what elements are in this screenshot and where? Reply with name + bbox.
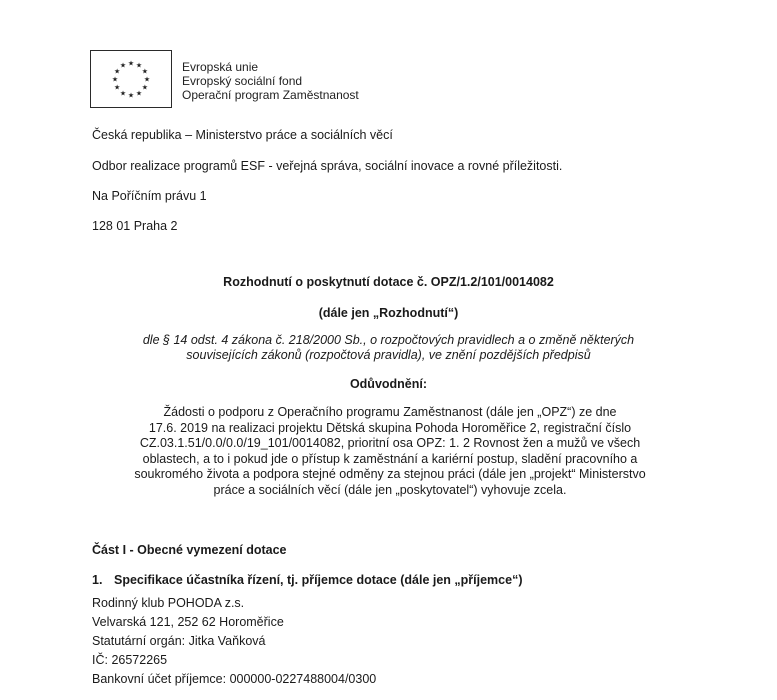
eu-star-icon: ★ [127,60,135,68]
justification-line: oblastech, a to i pokud jde o přístup k zaměstnání a kariérní postup, sladění pracovního a [142,451,638,466]
eu-star-icon: ★ [135,62,143,70]
logo-line-eu: Evropská unie [182,60,259,74]
part-1-heading: Část I - Obecné vymezení dotace [92,543,287,557]
recipient-address: Velvarská 121, 252 62 Horoměřice [92,615,284,629]
justification-line: Žádosti o podporu z Operačního programu Zaměstnanost (dále jen „OPZ“) ze dne [163,405,617,419]
eu-star-icon: ★ [113,84,121,92]
logo-line-opz: Operační program Zaměstnanost [182,88,359,102]
recipient-ico: IČ: 26572265 [92,653,168,667]
decision-title: Rozhodnutí o poskytnutí dotace č. OPZ/1.2/101/0014082 [223,275,554,289]
logo-line-esf: Evropský sociální fond [182,74,303,88]
address-street: Na Poříčním právu 1 [92,189,207,203]
eu-star-icon: ★ [111,76,119,84]
recipient-details [92,594,376,689]
decision-subtitle: (dále jen „Rozhodnutí“) [318,306,459,320]
recipient-bank-account: Bankovní účet příjemce: 000000-0227488004/0300 [92,672,377,686]
justification-line: práce a sociálních věcí (dále jen „poskytovatel“) vyhovuje zcela. [213,482,567,497]
spec-heading-text: Specifikace účastníka řízení, tj. příjemce dotace (dále jen „příjemce“) [114,573,523,587]
justification-line: soukromého života a podpora stejné odměny za stejnou práci (dále jen „projekt“ Ministerstvo [134,467,646,481]
recipient-statutory-body: Statutární orgán: Jitka Vaňková [92,634,266,648]
eu-star-icon: ★ [141,84,149,92]
legal-basis-line-1: dle § 14 odst. 4 zákona č. 218/2000 Sb., o rozpočtových pravidlech a o změně některých [142,333,635,347]
justification-paragraph [110,405,670,498]
eu-star-icon: ★ [135,90,143,98]
eu-star-icon: ★ [143,76,151,84]
spec-number: 1. [92,573,103,587]
eu-flag-stars-icon [90,50,172,108]
address-ministry: Česká republika – Ministerstvo práce a sociálních věcí [92,128,393,142]
justification-line: CZ.03.1.51/0.0/0.0/19_101/0014082, prioritní osa OPZ: 1. 2 Rovnost žen a mužů ve všech [139,436,641,450]
eu-star-icon: ★ [113,68,121,76]
eu-star-icon: ★ [119,90,127,98]
recipient-name: Rodinný klub POHODA z.s. [92,596,245,610]
recipient-spec-heading [92,573,523,587]
legal-basis-line-2: souvisejících zákonů (rozpočtová pravidla), ve znění pozdějších předpisů [186,348,591,362]
eu-star-icon: ★ [141,68,149,76]
eu-star-icon: ★ [119,62,127,70]
eu-logo-caption [182,60,359,102]
justification-line: 17.6. 2019 na realizaci projektu Dětská skupina Pohoda Horoměřice 2, registrační číslo [148,420,632,435]
eu-star-icon: ★ [127,92,135,100]
address-department: Odbor realizace programů ESF - veřejná správa, sociální inovace a rovné příležitosti. [92,159,563,173]
justification-heading: Odůvodnění: [349,377,428,391]
address-city: 128 01 Praha 2 [92,219,178,233]
